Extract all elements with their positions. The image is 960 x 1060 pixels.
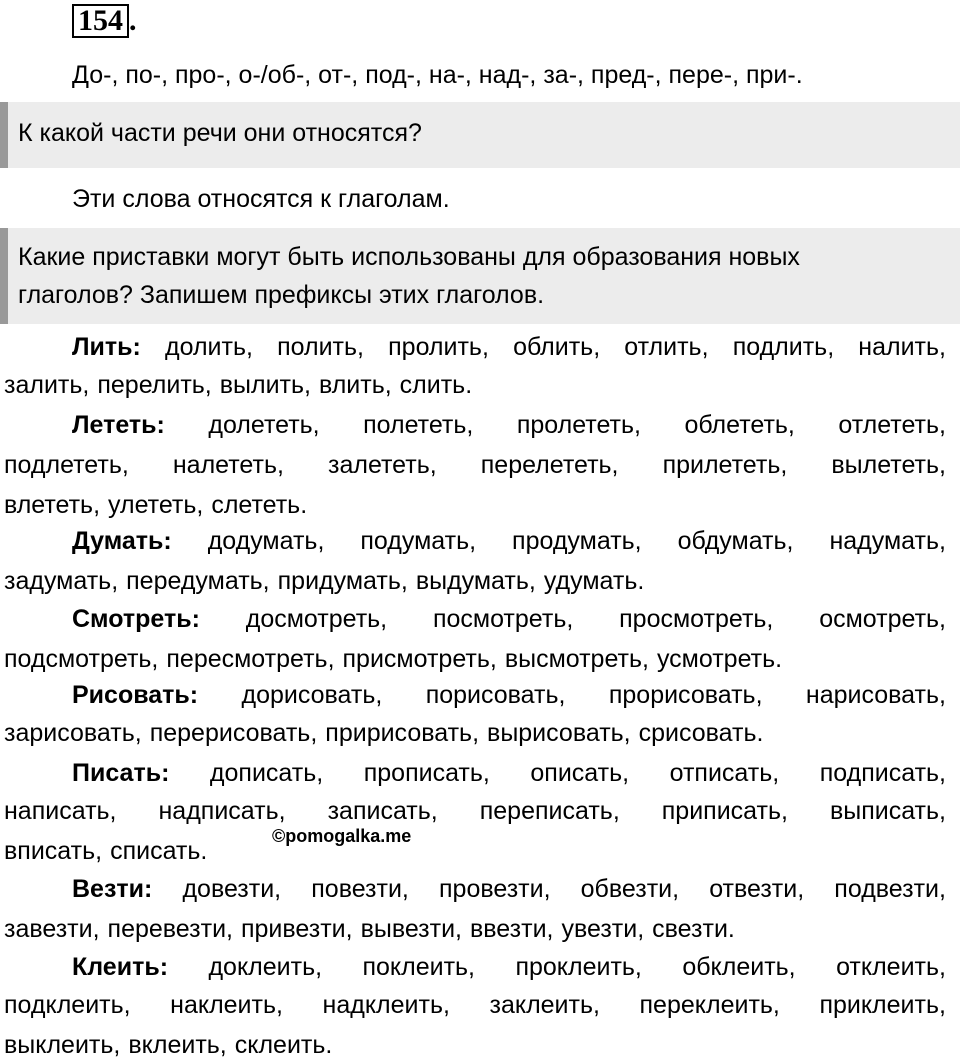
- derived-verb: приписать,: [661, 797, 788, 825]
- derived-verb: перелететь,: [480, 451, 619, 479]
- derived-verb: полить,: [277, 333, 364, 361]
- derived-verb: задумать,: [4, 567, 119, 595]
- derived-verb: осмотреть,: [819, 605, 946, 633]
- question-2-line-2: глаголов? Запишем префиксы этих глаголов.: [18, 281, 545, 309]
- derived-verb: просмотреть,: [619, 605, 774, 633]
- derived-verb: долить,: [165, 333, 253, 361]
- derived-verb: налить,: [858, 333, 946, 361]
- derived-verb: обвезти,: [580, 875, 680, 903]
- derived-verb: свезти.: [652, 915, 735, 943]
- derived-verb: прописать,: [363, 759, 490, 787]
- derived-verb: отвезти,: [709, 875, 805, 903]
- derived-verb: отлить,: [624, 333, 709, 361]
- derived-verb: подлить,: [732, 333, 835, 361]
- derived-verb: вписать,: [4, 837, 103, 865]
- verb-group-line: [72, 680, 946, 710]
- derived-verb: вклеить,: [128, 1031, 227, 1059]
- verb-group-line: [72, 526, 946, 556]
- derived-verb: написать,: [4, 797, 117, 825]
- question-1: К какой части речи они относятся?: [18, 119, 422, 147]
- verb-group-line: [4, 450, 946, 480]
- derived-verb: дорисовать,: [241, 681, 383, 709]
- derived-verb: срисовать.: [638, 719, 764, 747]
- verb-label: Клеить:: [72, 953, 169, 981]
- derived-verb: завезти,: [4, 915, 100, 943]
- verb-label: Лить:: [72, 333, 141, 361]
- derived-verb: записать,: [327, 797, 438, 825]
- prefixes-line: До-, по-, про-, о-/об-, от-, под-, на-, над-, за-, пред-, пере-, при-.: [72, 61, 803, 89]
- derived-verb: пролететь,: [516, 411, 641, 439]
- derived-verb: подклеить,: [4, 991, 131, 1019]
- derived-verb: додумать,: [207, 527, 325, 555]
- derived-verb: надклеить,: [322, 991, 450, 1019]
- verb-label: Думать:: [72, 527, 172, 555]
- derived-verb: придумать,: [277, 567, 408, 595]
- verb-group-line: [72, 410, 946, 440]
- derived-verb: доклеить,: [208, 953, 323, 981]
- verb-group-line: [72, 604, 946, 634]
- derived-verb: ввезти,: [470, 915, 554, 943]
- derived-verb: перелить,: [97, 371, 212, 399]
- verb-group-line: [4, 836, 215, 866]
- derived-verb: посмотреть,: [432, 605, 574, 633]
- derived-verb: наклеить,: [170, 991, 283, 1019]
- derived-verb: пересмотреть,: [166, 645, 335, 673]
- verb-label: Смотреть:: [72, 605, 200, 633]
- verb-label: Рисовать:: [72, 681, 199, 709]
- derived-verb: полететь,: [363, 411, 474, 439]
- derived-verb: зарисовать,: [4, 719, 142, 747]
- watermark: ©pomogalka.me: [272, 826, 412, 846]
- question-2-box: [0, 228, 960, 324]
- derived-verb: удумать.: [543, 567, 645, 595]
- derived-verb: залететь,: [327, 451, 437, 479]
- derived-verb: слететь.: [211, 491, 308, 519]
- verb-group-line: [4, 914, 743, 944]
- derived-verb: нарисовать,: [805, 681, 946, 709]
- derived-verb: перевезти,: [107, 915, 233, 943]
- derived-verb: провезти,: [439, 875, 551, 903]
- derived-verb: выклеить,: [4, 1031, 121, 1059]
- derived-verb: влететь,: [4, 491, 101, 519]
- derived-verb: облить,: [513, 333, 601, 361]
- verb-group-line: [4, 644, 790, 674]
- derived-verb: облететь,: [684, 411, 795, 439]
- derived-verb: отписать,: [669, 759, 780, 787]
- exercise-number: 154 .: [72, 4, 137, 38]
- derived-verb: обдумать,: [677, 527, 794, 555]
- verb-group-line: [72, 874, 946, 904]
- derived-verb: усмотреть.: [656, 645, 783, 673]
- derived-verb: передумать,: [126, 567, 270, 595]
- derived-verb: вылететь,: [831, 451, 946, 479]
- verb-group-line: [4, 566, 652, 596]
- derived-verb: описать,: [530, 759, 630, 787]
- derived-verb: пририсовать,: [325, 719, 480, 747]
- derived-verb: надумать,: [829, 527, 946, 555]
- derived-verb: обклеить,: [682, 953, 796, 981]
- verb-group-line: [4, 490, 315, 520]
- derived-verb: улететь,: [108, 491, 204, 519]
- derived-verb: прилететь,: [662, 451, 788, 479]
- derived-verb: выписать,: [829, 797, 946, 825]
- answer-1: Эти слова относятся к глаголам.: [72, 185, 450, 213]
- question-1-box: [0, 102, 960, 168]
- verb-group-line: [4, 718, 771, 748]
- derived-verb: заклеить,: [489, 991, 600, 1019]
- derived-verb: подписать,: [819, 759, 946, 787]
- derived-verb: долететь,: [208, 411, 320, 439]
- derived-verb: переписать,: [479, 797, 620, 825]
- derived-verb: склеить.: [234, 1031, 333, 1059]
- question-2-line-1: Какие приставки могут быть использованы для образования новых: [18, 243, 800, 271]
- derived-verb: отклеить,: [836, 953, 946, 981]
- verb-label: Писать:: [72, 759, 170, 787]
- verb-group-line: [72, 332, 946, 362]
- derived-verb: присмотреть,: [342, 645, 497, 673]
- derived-verb: высмотреть,: [504, 645, 649, 673]
- derived-verb: влить,: [318, 371, 392, 399]
- derived-verb: надписать,: [158, 797, 286, 825]
- derived-verb: переклеить,: [639, 991, 780, 1019]
- derived-verb: залить,: [4, 371, 90, 399]
- derived-verb: вырисовать,: [487, 719, 631, 747]
- derived-verb: довезти,: [182, 875, 282, 903]
- verb-group-line: [4, 796, 946, 826]
- derived-verb: подвезти,: [834, 875, 946, 903]
- derived-verb: выдумать,: [415, 567, 536, 595]
- verb-group-line: [72, 952, 946, 982]
- derived-verb: досмотреть,: [245, 605, 388, 633]
- derived-verb: приклеить,: [819, 991, 946, 1019]
- verb-label: Лететь:: [72, 411, 165, 439]
- derived-verb: слить.: [399, 371, 473, 399]
- derived-verb: увезти,: [561, 915, 645, 943]
- derived-verb: прорисовать,: [608, 681, 763, 709]
- derived-verb: продумать,: [512, 527, 642, 555]
- derived-verb: отлететь,: [838, 411, 946, 439]
- derived-verb: привезти,: [240, 915, 353, 943]
- derived-verb: вылить,: [219, 371, 311, 399]
- derived-verb: перерисовать,: [149, 719, 318, 747]
- derived-verb: дописать,: [209, 759, 324, 787]
- derived-verb: подумать,: [360, 527, 477, 555]
- derived-verb: подлететь,: [4, 451, 129, 479]
- derived-verb: поклеить,: [362, 953, 476, 981]
- derived-verb: проклеить,: [515, 953, 642, 981]
- derived-verb: пролить,: [388, 333, 489, 361]
- derived-verb: повезти,: [311, 875, 409, 903]
- derived-verb: налететь,: [172, 451, 284, 479]
- verb-group-line: [4, 990, 946, 1020]
- verb-label: Везти:: [72, 875, 153, 903]
- derived-verb: списать.: [110, 837, 208, 865]
- verb-group-line: [4, 1030, 340, 1060]
- derived-verb: вывезти,: [360, 915, 463, 943]
- verb-group-line: [72, 758, 946, 788]
- derived-verb: порисовать,: [425, 681, 566, 709]
- verb-group-line: [4, 370, 480, 400]
- derived-verb: подсмотреть,: [4, 645, 159, 673]
